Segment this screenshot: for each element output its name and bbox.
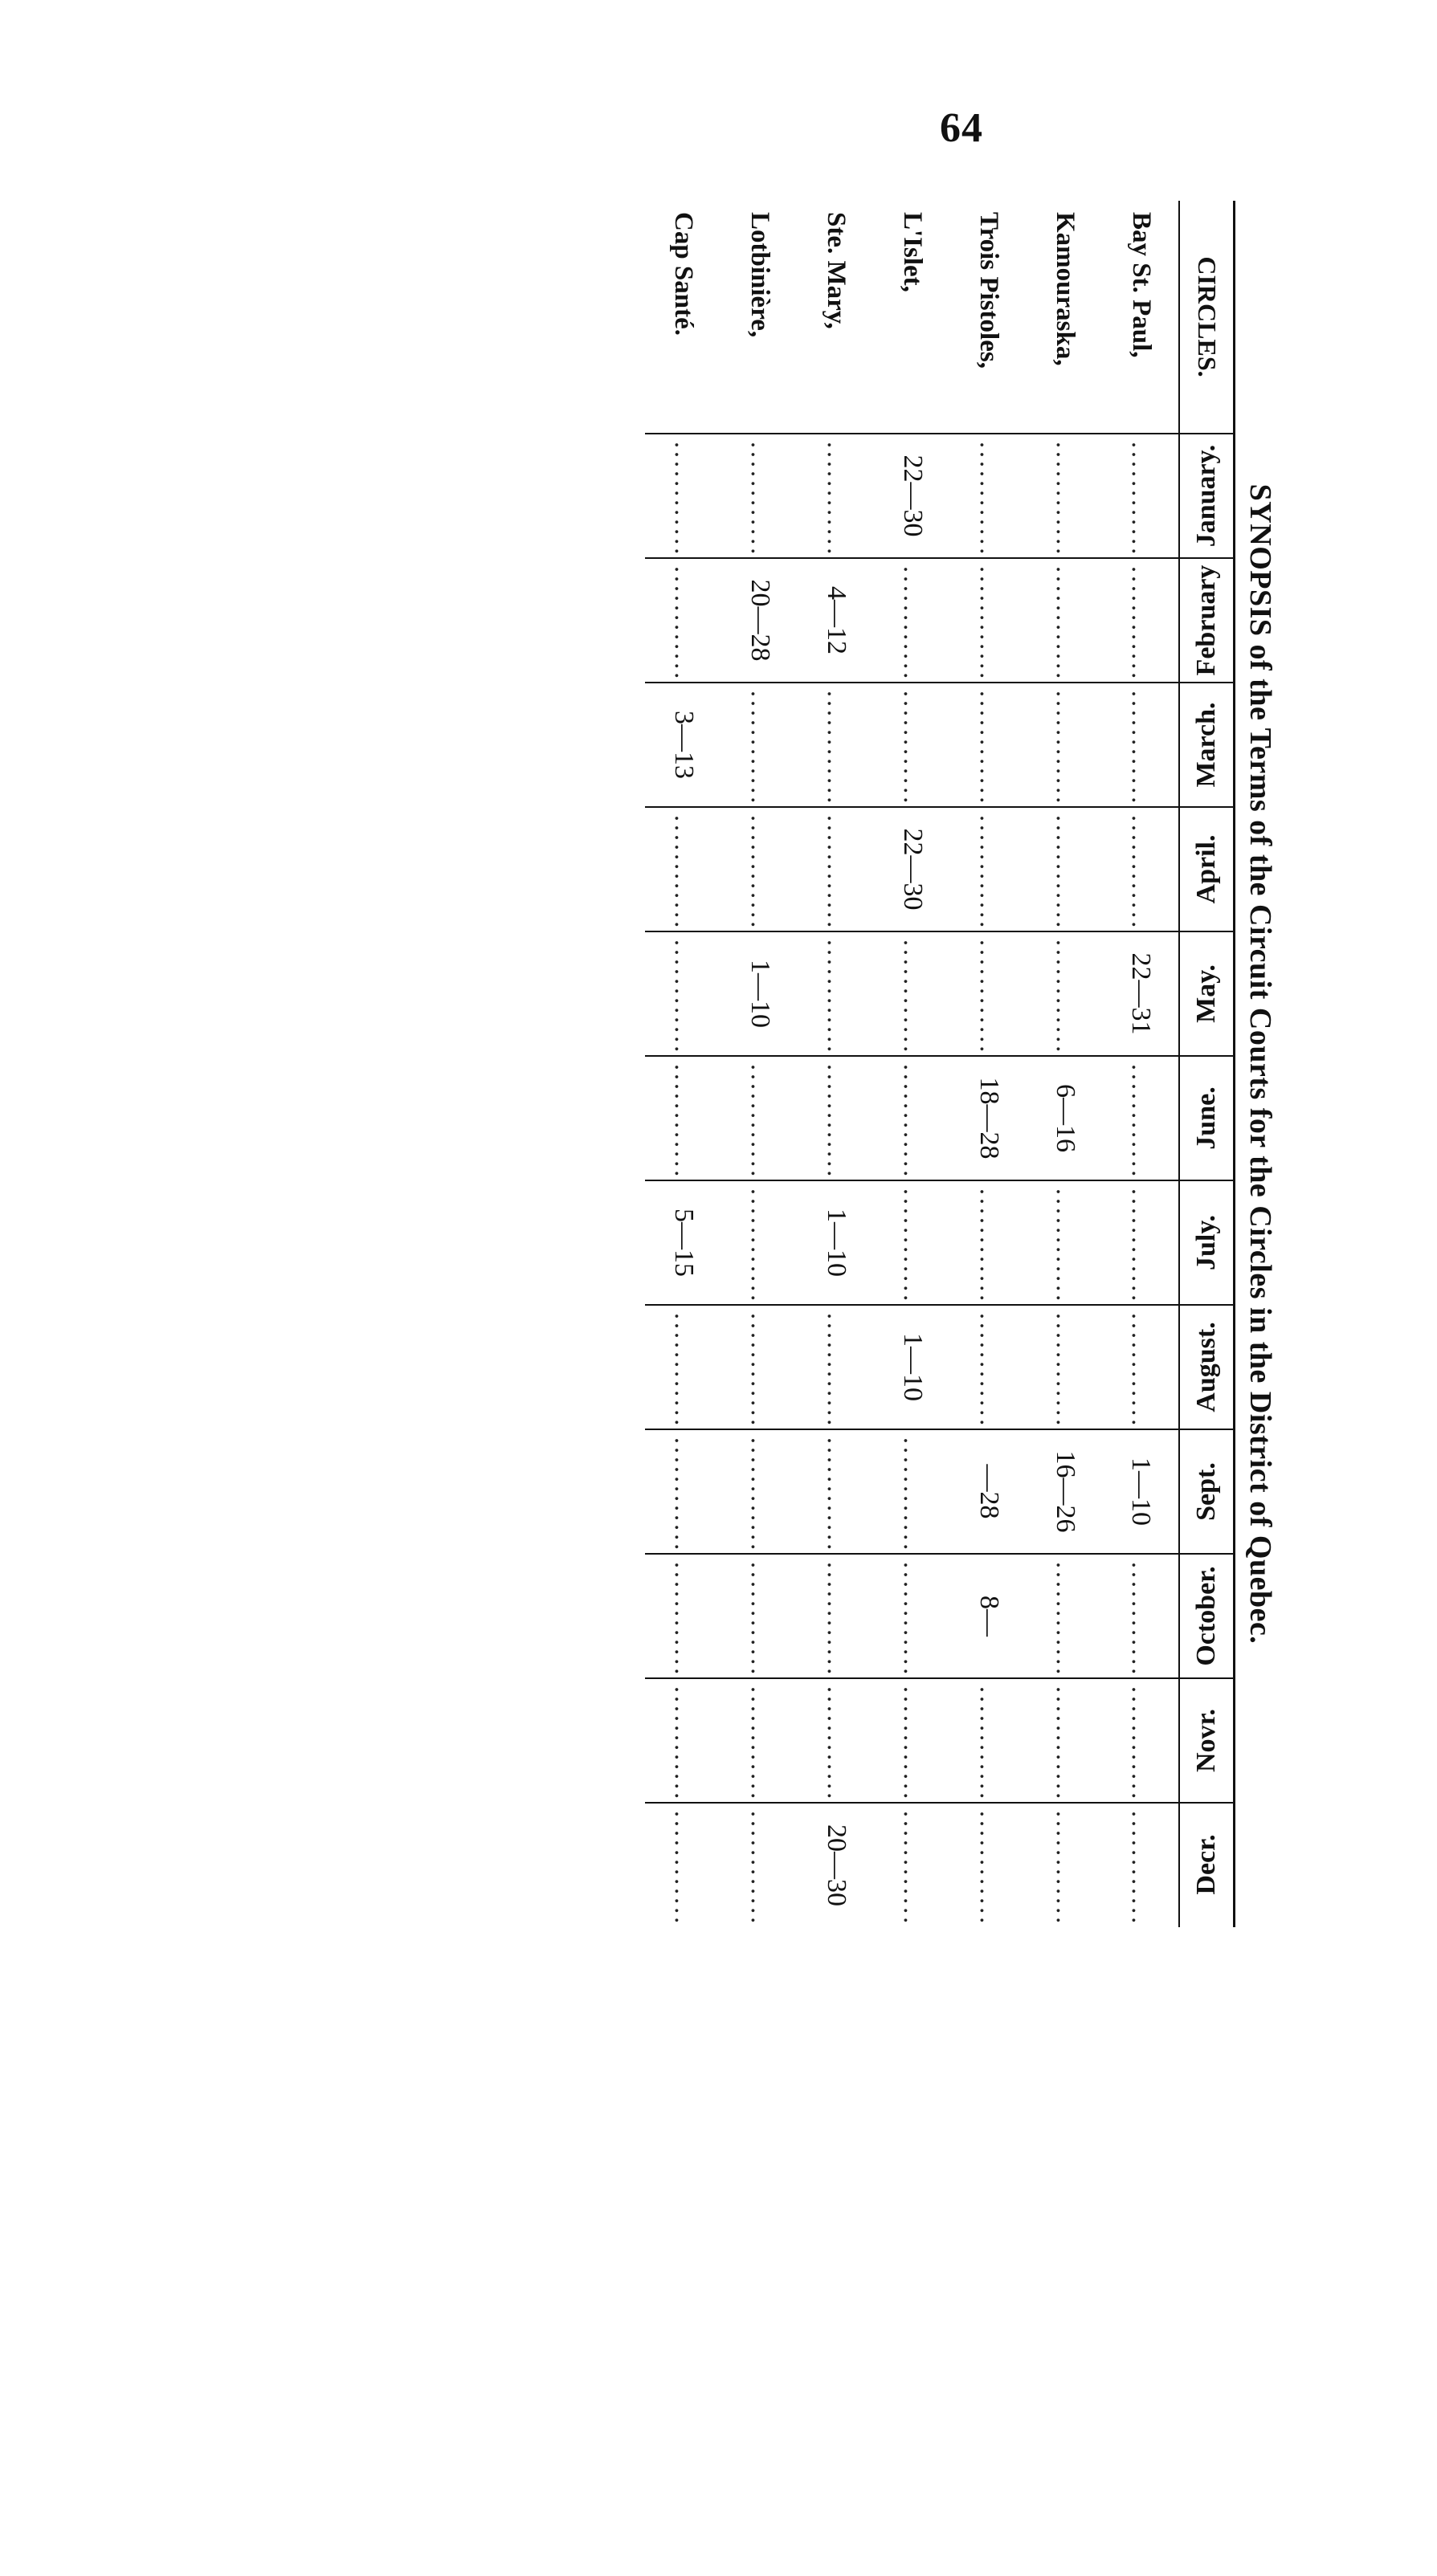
term-cell	[1104, 558, 1180, 683]
table-row	[1104, 201, 1180, 1927]
term-cell	[875, 931, 951, 1056]
term-dates: 1—10	[822, 1209, 851, 1277]
term-dates: 22—30	[898, 828, 928, 911]
table-title: SYNOPSIS of the Terms of the Circuit Courts for the Circles in the District of Quebec.	[1243, 483, 1277, 1645]
table-row	[951, 201, 1027, 1927]
term-cell	[646, 1305, 722, 1429]
term-dates: 8—	[974, 1596, 1004, 1636]
term-cell	[646, 931, 722, 1056]
term-cell	[646, 1803, 722, 1927]
term-cell	[1027, 434, 1104, 558]
month-header: Sept.	[1180, 1429, 1235, 1554]
term-cell	[875, 1305, 951, 1429]
term-cell	[875, 1056, 951, 1180]
circle-name: Kamouraska,	[1051, 212, 1080, 366]
term-cell	[951, 931, 1027, 1056]
term-cell	[951, 1305, 1027, 1429]
term-cell	[646, 807, 722, 931]
term-cell	[1104, 1056, 1180, 1180]
term-cell	[875, 1678, 951, 1803]
circle-name: Trois Pistoles,	[974, 212, 1004, 369]
month-header: Novr.	[1180, 1678, 1235, 1803]
term-cell	[722, 558, 798, 683]
term-cell	[1104, 1305, 1180, 1429]
circle-name: Ste. Mary,	[822, 212, 851, 329]
term-cell	[798, 683, 875, 807]
term-cell	[1104, 807, 1180, 931]
term-dates: 20—30	[822, 1824, 851, 1906]
term-cell	[1027, 1678, 1104, 1803]
term-cell	[722, 434, 798, 558]
term-cell	[875, 1554, 951, 1678]
term-cell	[798, 1803, 875, 1927]
term-cell	[875, 434, 951, 558]
term-dates: 4—12	[822, 586, 851, 654]
term-cell	[798, 1180, 875, 1305]
term-dates: 22—31	[1126, 952, 1157, 1035]
table-body	[646, 201, 1180, 1927]
term-cell	[722, 1429, 798, 1554]
term-cell	[951, 1180, 1027, 1305]
term-cell	[1104, 1803, 1180, 1927]
month-header: February	[1180, 558, 1235, 683]
term-cell	[951, 683, 1027, 807]
term-cell	[951, 434, 1027, 558]
term-cell	[1027, 931, 1104, 1056]
term-dates: 3—13	[669, 711, 699, 779]
term-dates: 18—28	[974, 1077, 1004, 1160]
term-cell	[1104, 434, 1180, 558]
term-cell	[646, 1429, 722, 1554]
term-cell	[1027, 1056, 1104, 1180]
term-cell	[1027, 807, 1104, 931]
term-cell	[1104, 1554, 1180, 1678]
term-cell	[798, 931, 875, 1056]
term-cell	[1027, 1180, 1104, 1305]
table-row	[798, 201, 875, 1927]
month-header: August.	[1180, 1305, 1235, 1429]
term-cell	[875, 807, 951, 931]
term-cell	[951, 1554, 1027, 1678]
term-cell	[951, 807, 1027, 931]
term-cell	[798, 1429, 875, 1554]
circles-header: CIRCLES.	[1180, 201, 1235, 434]
term-dates: 1—10	[1126, 1457, 1157, 1526]
term-cell	[951, 558, 1027, 683]
term-cell	[875, 1180, 951, 1305]
month-header: March.	[1180, 683, 1235, 807]
term-cell	[1104, 1678, 1180, 1803]
term-dates: 1—10	[745, 960, 775, 1028]
term-cell	[951, 1056, 1027, 1180]
term-cell	[951, 1429, 1027, 1554]
table-row	[875, 201, 951, 1927]
term-cell	[875, 1803, 951, 1927]
table-row	[1027, 201, 1104, 1927]
month-header: May.	[1180, 931, 1235, 1056]
term-cell	[1027, 1803, 1104, 1927]
circle-name: Cap Santé.	[669, 212, 699, 336]
term-cell	[798, 1056, 875, 1180]
term-cell	[798, 558, 875, 683]
terms-table	[646, 201, 1236, 1927]
term-cell	[722, 1803, 798, 1927]
circle-name: Lotbinière,	[745, 212, 775, 338]
term-cell	[722, 931, 798, 1056]
term-cell	[1104, 1180, 1180, 1305]
month-header: January.	[1180, 434, 1235, 558]
term-cell	[646, 434, 722, 558]
term-dates: 1—10	[898, 1333, 928, 1401]
term-cell	[1027, 1305, 1104, 1429]
term-cell	[646, 558, 722, 683]
month-header: July.	[1180, 1180, 1235, 1305]
term-cell	[722, 1554, 798, 1678]
term-cell	[722, 1180, 798, 1305]
term-cell	[1104, 1429, 1180, 1554]
month-header: April.	[1180, 807, 1235, 931]
term-cell	[798, 1678, 875, 1803]
term-cell	[951, 1803, 1027, 1927]
term-cell	[798, 807, 875, 931]
rotated-table-region	[562, 201, 1285, 1927]
term-dates: 16—26	[1051, 1450, 1080, 1533]
term-cell	[646, 1678, 722, 1803]
term-cell	[1104, 931, 1180, 1056]
circle-name: L'Islet,	[898, 212, 928, 292]
term-cell	[875, 683, 951, 807]
term-cell	[798, 434, 875, 558]
term-dates: 22—30	[898, 454, 928, 537]
term-dates: —28	[974, 1464, 1004, 1519]
term-cell	[722, 683, 798, 807]
term-dates: 5—15	[669, 1209, 699, 1277]
table-row	[646, 201, 722, 1927]
term-dates: 6—16	[1051, 1084, 1080, 1152]
term-cell	[951, 1678, 1027, 1803]
term-cell	[646, 683, 722, 807]
term-cell	[1027, 683, 1104, 807]
month-header: June.	[1180, 1056, 1235, 1180]
term-cell	[1027, 1554, 1104, 1678]
term-cell	[875, 1429, 951, 1554]
term-cell	[798, 1554, 875, 1678]
term-dates: 20—28	[745, 579, 775, 662]
month-header: October.	[1180, 1554, 1235, 1678]
term-cell	[722, 1678, 798, 1803]
term-cell	[1104, 683, 1180, 807]
page-number: 64	[940, 105, 983, 151]
term-cell	[722, 1056, 798, 1180]
term-cell	[722, 807, 798, 931]
month-header: Decr.	[1180, 1803, 1235, 1927]
term-cell	[646, 1056, 722, 1180]
term-cell	[798, 1305, 875, 1429]
term-cell	[646, 1554, 722, 1678]
term-cell	[646, 1180, 722, 1305]
term-cell	[1027, 1429, 1104, 1554]
table-row	[722, 201, 798, 1927]
term-cell	[1027, 558, 1104, 683]
term-cell	[875, 558, 951, 683]
circle-name: Bay St. Paul,	[1127, 212, 1156, 358]
term-cell	[722, 1305, 798, 1429]
table-header-row	[1180, 201, 1235, 1927]
